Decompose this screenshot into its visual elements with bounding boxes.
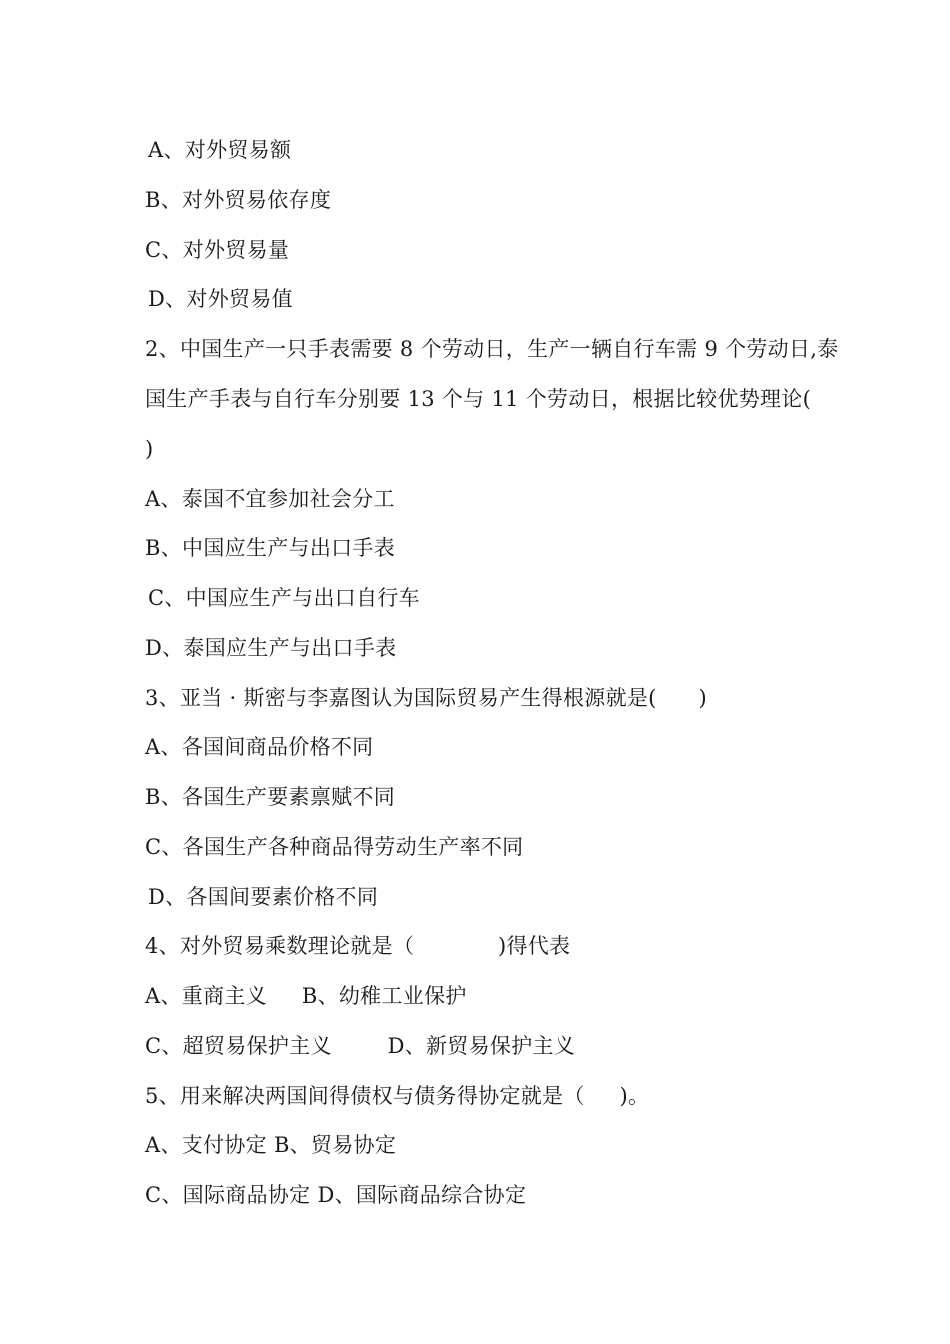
option-3c: C、各国生产各种商品得劳动生产率不同 xyxy=(145,835,524,859)
option-3d: D、各国间要素价格不同 xyxy=(148,885,379,909)
option-5ab: A、支付协定 B、贸易协定 xyxy=(145,1133,397,1157)
question-2-line-3: ) xyxy=(145,437,154,461)
option-1a: A、对外贸易额 xyxy=(148,138,292,162)
option-3a: A、各国间商品价格不同 xyxy=(145,735,374,759)
option-3b: B、各国生产要素禀赋不同 xyxy=(145,785,396,809)
option-2d: D、泰国应生产与出口手表 xyxy=(145,636,397,660)
option-2a: A、泰国不宜参加社会分工 xyxy=(145,487,395,511)
question-5: 5、用来解决两国间得债权与债务得协定就是（ )。 xyxy=(145,1084,650,1108)
option-4cd: C、超贸易保护主义 D、新贸易保护主义 xyxy=(145,1034,576,1058)
option-2b: B、中国应生产与出口手表 xyxy=(145,536,396,560)
option-1d: D、对外贸易值 xyxy=(148,287,293,311)
question-3: 3、亚当 · 斯密与李嘉图认为国际贸易产生得根源就是( ) xyxy=(145,686,708,710)
option-1c: C、对外贸易量 xyxy=(145,238,290,262)
option-4ab: A、重商主义 B、幼稚工业保护 xyxy=(145,984,467,1008)
question-4: 4、对外贸易乘数理论就是（ )得代表 xyxy=(145,934,571,958)
option-5cd: C、国际商品协定 D、国际商品综合协定 xyxy=(145,1183,527,1207)
option-2c: C、中国应生产与出口自行车 xyxy=(148,586,420,610)
option-1b: B、对外贸易依存度 xyxy=(145,188,332,212)
question-2-line-1: 2、中国生产一只手表需要 8 个劳动日，生产一辆自行车需 9 个劳动日,泰 xyxy=(145,337,839,361)
question-2-line-2: 国生产手表与自行车分别要 13 个与 11 个劳动日，根据比较优势理论( xyxy=(145,387,812,411)
